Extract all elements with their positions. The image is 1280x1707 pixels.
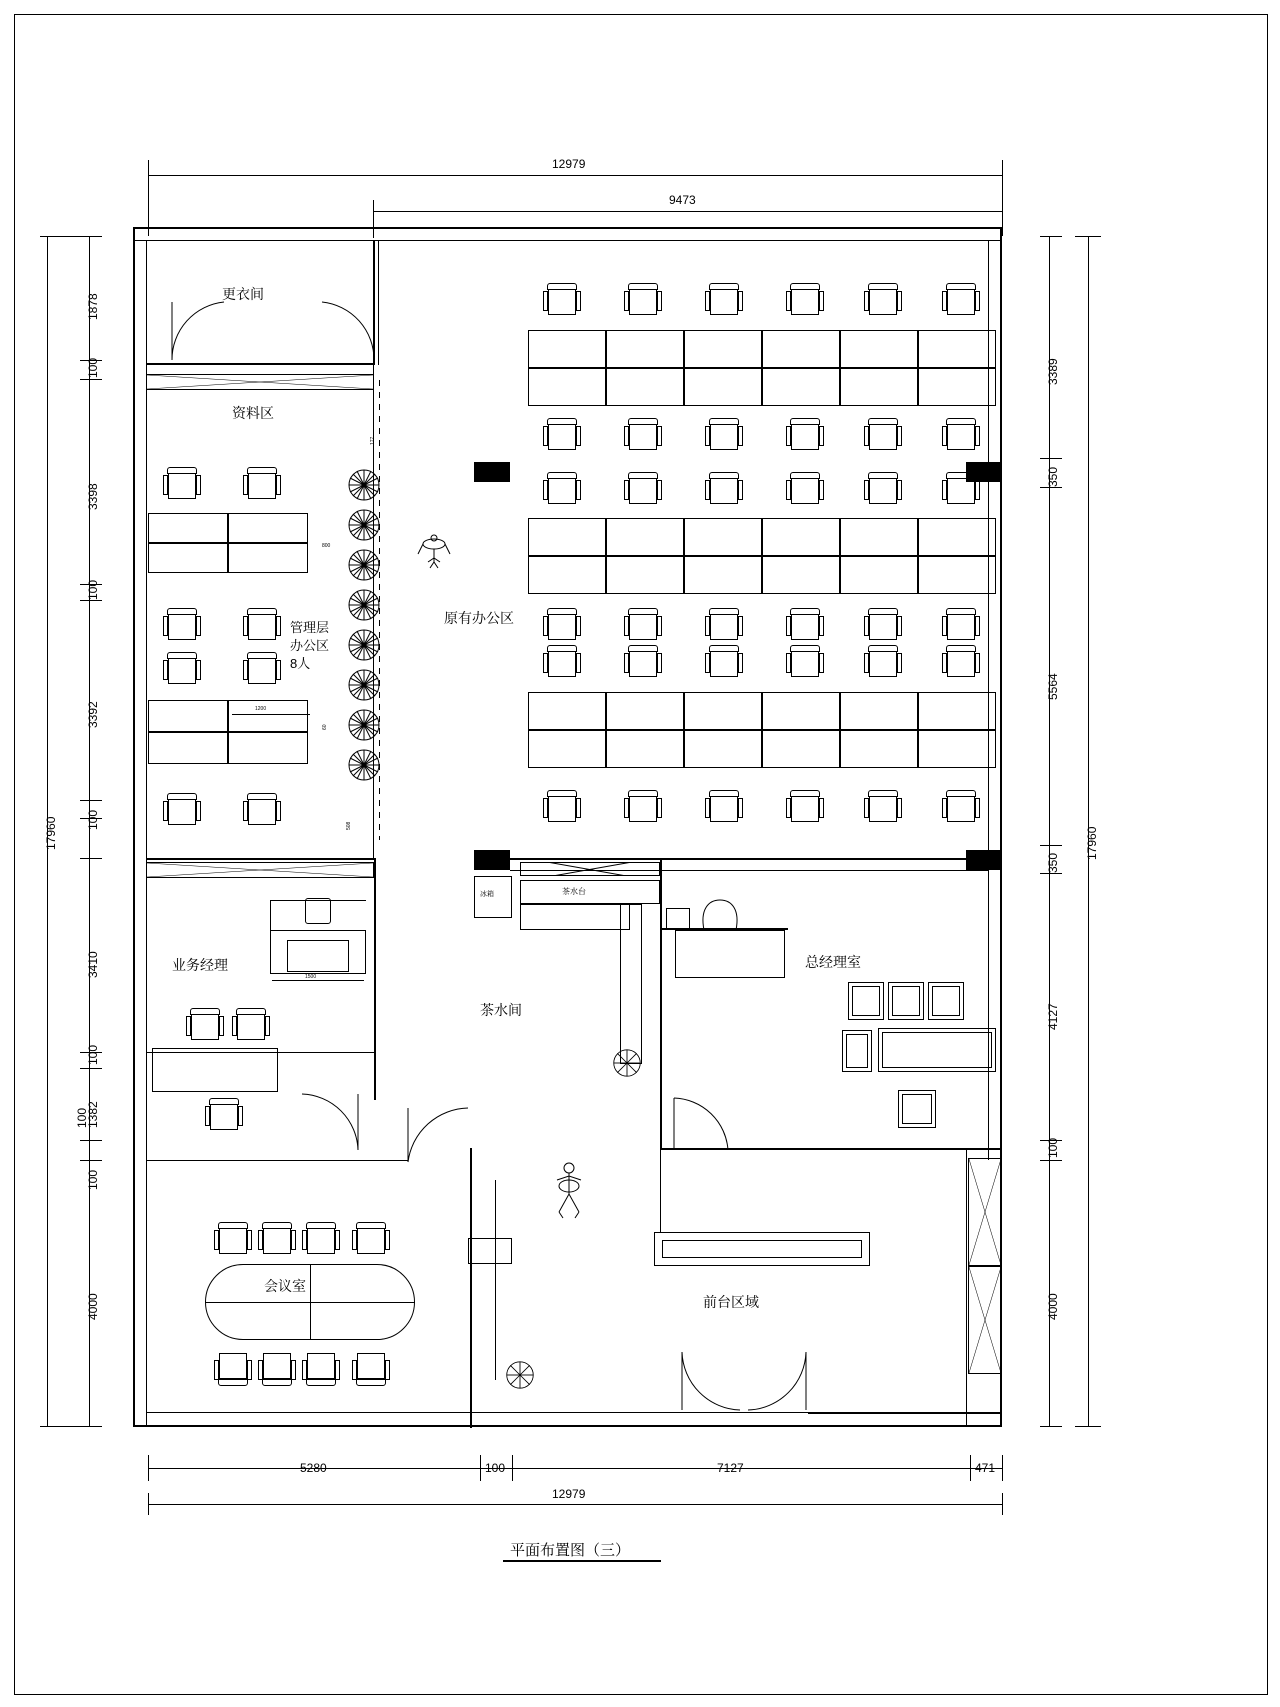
dim-right-3389: 3389	[1046, 358, 1060, 385]
dim-bot-471: 471	[975, 1461, 996, 1475]
bt2	[480, 1455, 481, 1481]
t11	[80, 1140, 102, 1141]
door-entrance-left	[680, 1350, 742, 1412]
counter-hatch	[520, 862, 660, 876]
bt1	[148, 1455, 149, 1481]
t8	[80, 858, 102, 859]
chair-open-a1	[543, 283, 581, 317]
chair-open-d3	[705, 608, 743, 642]
desk-sales-side	[270, 900, 271, 930]
plant-icon-1	[347, 468, 377, 498]
dim-left-4000: 4000	[86, 1293, 100, 1320]
desk-open-f4	[762, 730, 840, 768]
chair-sales-1	[186, 1008, 224, 1042]
label-management-area: 管理层	[290, 620, 330, 635]
rt8	[1040, 1426, 1062, 1427]
dim-small-177: 177	[370, 436, 376, 445]
rt-o1	[1075, 236, 1101, 237]
desk-open-f3	[684, 730, 762, 768]
wall-sales-right	[374, 860, 376, 1100]
label-fridge: 冰箱	[480, 891, 494, 898]
chair-mgmt-3	[163, 608, 201, 642]
dim-left-100a: 100	[86, 357, 100, 378]
dim-right-350a: 350	[1046, 466, 1060, 487]
desk-open-c5	[840, 518, 918, 556]
shaft-lower	[968, 1266, 1002, 1374]
armchair-gm-2	[888, 982, 924, 1020]
desk-open-d6	[918, 556, 996, 594]
chair-open-c4	[786, 472, 824, 506]
desk-mgmt-1d	[228, 543, 308, 573]
chair-open-c2	[624, 472, 662, 506]
chair-open-b4	[786, 418, 824, 452]
chair-open-f5	[864, 790, 902, 824]
dim-line-top-12979	[148, 175, 1002, 176]
chair-open-e1	[543, 645, 581, 679]
plant-icon-8	[347, 748, 377, 778]
shaft-upper	[968, 1158, 1002, 1266]
wall-bottom-outer	[133, 1425, 1002, 1427]
desk-open-f2	[606, 730, 684, 768]
chair-meeting-b2	[258, 1352, 296, 1386]
chair-mgmt-2	[243, 467, 281, 501]
chair-open-a6	[942, 283, 980, 317]
bt7	[1002, 1493, 1003, 1515]
chair-open-b1	[543, 418, 581, 452]
dim-left-100c: 100	[86, 809, 100, 830]
chair-meeting-t2	[258, 1222, 296, 1256]
chair-open-f3	[705, 790, 743, 824]
desk-mgmt-1a	[148, 513, 228, 543]
dim-right-4000: 4000	[1046, 1293, 1060, 1320]
chair-mgmt-8	[243, 793, 281, 827]
plant-icon-6	[347, 668, 377, 698]
label-existing-office: 原有办公区	[444, 610, 514, 626]
column-mark-4	[966, 850, 1002, 870]
door-meeting-room	[406, 1106, 470, 1164]
tea-counter-lower	[520, 904, 630, 930]
dim-left-100f: 100	[86, 1169, 100, 1190]
decor-figure-2	[545, 1160, 593, 1222]
dim-right-17960: 17960	[1085, 826, 1099, 860]
chair-open-b2	[624, 418, 662, 452]
desk-open-c4	[762, 518, 840, 556]
desk-reception-inner	[662, 1240, 862, 1258]
dim-bot-100: 100	[485, 1461, 506, 1475]
wall-tea-right	[660, 860, 662, 1150]
desk-mgmt-2c	[148, 732, 228, 764]
wall-mid-left	[146, 858, 376, 860]
door-sales-office	[300, 1090, 360, 1152]
t12	[80, 1160, 102, 1161]
chair-mgmt-5	[163, 652, 201, 686]
decor-figure-1	[410, 528, 458, 576]
chair-open-e5	[864, 645, 902, 679]
desk-open-b4	[762, 368, 840, 406]
label-sales-manager: 业务经理	[172, 957, 228, 973]
desk-gm-pedestal	[666, 908, 690, 930]
chair-meeting-t3	[302, 1222, 340, 1256]
dim-small-1500: 1500	[305, 974, 317, 980]
desk-open-d4	[762, 556, 840, 594]
cabinet-sales-row	[146, 862, 374, 878]
desk-mgmt-2b	[228, 700, 308, 732]
desk-open-e3	[684, 692, 762, 730]
dim-small-1200: 1200	[255, 706, 267, 712]
dim-left-100e: 100	[75, 1107, 89, 1128]
desk-sales-meeting	[152, 1048, 278, 1092]
sofa-gm-long	[878, 1028, 996, 1072]
door-changing-left	[170, 300, 226, 362]
column-mark-3	[474, 850, 510, 870]
bt5	[1002, 1455, 1003, 1481]
chair-mgmt-6	[243, 652, 281, 686]
plant-icon-4	[347, 588, 377, 618]
chair-open-a3	[705, 283, 743, 317]
wall-changing-bottom	[146, 363, 374, 365]
chair-open-b6	[942, 418, 980, 452]
dim-left-100b: 100	[86, 579, 100, 600]
door-entrance-right	[746, 1350, 808, 1412]
dim-line-top-9473	[373, 211, 1002, 212]
label-management-area-3: 8人	[290, 656, 311, 671]
dim-bot-12979: 12979	[552, 1487, 586, 1501]
label-tea-room: 茶水间	[480, 1002, 522, 1018]
desk-open-a4	[762, 330, 840, 368]
desk-open-d2	[606, 556, 684, 594]
rt3	[1040, 487, 1062, 488]
chair-meeting-b4	[352, 1352, 390, 1386]
chair-open-f2	[624, 790, 662, 824]
meeting-divider-line	[495, 1180, 496, 1380]
rt1	[1040, 236, 1062, 237]
armchair-gm-3	[928, 982, 964, 1020]
meeting-partition-block	[468, 1238, 512, 1264]
chair-meeting-b1	[214, 1352, 252, 1386]
chair-open-c6	[942, 472, 980, 506]
wall-bottom-right-stub	[808, 1412, 846, 1414]
label-archive-area: 资料区	[232, 405, 274, 421]
desk-open-c2	[606, 518, 684, 556]
chair-open-d1	[543, 608, 581, 642]
dim-left-100d: 100	[86, 1044, 100, 1065]
equipment-printer	[305, 898, 331, 924]
desk-open-e6	[918, 692, 996, 730]
dim-line-bot-chain	[148, 1468, 1002, 1469]
dim-bot-7127: 7127	[717, 1461, 744, 1475]
chair-open-e3	[705, 645, 743, 679]
dim-bot-5280: 5280	[300, 1461, 327, 1475]
desk-open-a1	[528, 330, 606, 368]
column-mark-1	[474, 462, 510, 482]
dim-left-3398: 3398	[86, 483, 100, 510]
chair-open-c5	[864, 472, 902, 506]
dim-right-5564: 5564	[1046, 673, 1060, 700]
desk-open-a5	[840, 330, 918, 368]
chair-open-c3	[705, 472, 743, 506]
chair-gm-exec	[700, 898, 740, 932]
rt7	[1040, 1160, 1062, 1161]
table-meeting-line-v	[310, 1264, 311, 1340]
chair-open-b3	[705, 418, 743, 452]
dim-left-1878: 1878	[86, 293, 100, 320]
chair-meeting-b3	[302, 1352, 340, 1386]
desk-open-f5	[840, 730, 918, 768]
dim-line-left-chain	[89, 236, 90, 1426]
desk-mgmt-2a	[148, 700, 228, 732]
desk-open-a3	[684, 330, 762, 368]
desk-open-f6	[918, 730, 996, 768]
chair-sales-3	[205, 1098, 243, 1132]
rt2	[1040, 458, 1062, 459]
bt6	[148, 1493, 149, 1515]
wall-mid-right	[510, 858, 966, 860]
plant-icon-5	[347, 628, 377, 658]
plant-icon-3	[347, 548, 377, 578]
label-changing-room: 更衣间	[222, 286, 264, 302]
t3	[80, 379, 102, 380]
dim-ext-left-9473	[373, 200, 374, 238]
dim-line-bot-12979	[148, 1504, 1002, 1505]
t10	[80, 1068, 102, 1069]
dim-left-3410: 3410	[86, 951, 100, 978]
chair-mgmt-4	[243, 608, 281, 642]
chair-open-a4	[786, 283, 824, 317]
armchair-gm-4	[842, 1030, 872, 1072]
label-tea-counter: 茶水台	[562, 887, 586, 896]
tea-counter-box	[520, 880, 660, 904]
armchair-gm-1	[848, 982, 884, 1020]
wall-reception-left	[660, 1150, 661, 1232]
wall-top-inner	[133, 240, 1002, 241]
chair-open-f6	[942, 790, 980, 824]
tea-cabinet-tall	[620, 904, 642, 1064]
label-meeting-room: 会议室	[264, 1278, 306, 1294]
rt5	[1040, 873, 1062, 874]
chair-open-d5	[864, 608, 902, 642]
desk-gm-main	[675, 930, 785, 978]
door-gm-office	[672, 1096, 730, 1152]
dim-right-4127: 4127	[1046, 1003, 1060, 1030]
armchair-gm-5	[898, 1090, 936, 1128]
chair-open-f4	[786, 790, 824, 824]
desk-open-c1	[528, 518, 606, 556]
desk-open-c3	[684, 518, 762, 556]
wall-meeting-top	[146, 1160, 408, 1161]
dim-left-17960: 17960	[44, 816, 58, 850]
desk-open-b1	[528, 368, 606, 406]
chair-open-c1	[543, 472, 581, 506]
plant-icon-2	[347, 508, 377, 538]
wall-shaft-left	[966, 1150, 967, 1426]
desk-mgmt-1c	[148, 543, 228, 573]
dim-right-100: 100	[1046, 1137, 1060, 1158]
chair-open-e2	[624, 645, 662, 679]
chair-open-a2	[624, 283, 662, 317]
plant-icon-10	[505, 1360, 535, 1390]
desk-mgmt-2d	[228, 732, 308, 764]
t5	[80, 600, 102, 601]
plant-icon-7	[347, 708, 377, 738]
dim-top-9473: 9473	[669, 193, 696, 207]
drawing-title: 平面布置图（三）	[510, 1542, 631, 1559]
entrance-threshold	[680, 1412, 808, 1413]
desk-open-e5	[840, 692, 918, 730]
t13	[80, 1426, 102, 1427]
desk-open-e4	[762, 692, 840, 730]
cabinet-archive-row	[146, 374, 374, 390]
dim-line-right-chain	[1049, 236, 1050, 1426]
chair-sales-2	[232, 1008, 270, 1042]
dimline-1200	[232, 714, 310, 715]
chair-open-a5	[864, 283, 902, 317]
bt4	[970, 1455, 971, 1481]
label-management-area-2: 办公区	[290, 638, 330, 653]
desk-mgmt-1b	[228, 513, 308, 543]
desk-open-b5	[840, 368, 918, 406]
dim-left-1382: 1382	[86, 1101, 100, 1128]
dim-top-12979: 12979	[552, 157, 586, 171]
sheet-border	[14, 14, 1268, 1695]
wall-meeting-right	[470, 1148, 472, 1428]
desk-open-d1	[528, 556, 606, 594]
rt4	[1040, 845, 1062, 846]
chair-mgmt-1	[163, 467, 201, 501]
desk-open-a2	[606, 330, 684, 368]
wall-left-inner	[146, 240, 147, 1427]
chair-open-f1	[543, 790, 581, 824]
dim-right-350b: 350	[1046, 852, 1060, 873]
desk-open-a6	[918, 330, 996, 368]
wall-left-outer	[133, 227, 135, 1427]
dimline-1500	[272, 980, 364, 981]
bt3	[512, 1455, 513, 1481]
chair-open-b5	[864, 418, 902, 452]
desk-open-b2	[606, 368, 684, 406]
chair-open-e6	[942, 645, 980, 679]
plant-icon-9	[612, 1048, 642, 1078]
rt-o2	[1075, 1426, 1101, 1427]
chair-open-d2	[624, 608, 662, 642]
desk-open-b6	[918, 368, 996, 406]
wall-top-outer	[133, 227, 1002, 229]
chair-open-e4	[786, 645, 824, 679]
title-underline	[503, 1560, 661, 1562]
dim-left-3392: 3392	[86, 701, 100, 728]
chair-open-d4	[786, 608, 824, 642]
label-gm-office: 总经理室	[805, 954, 861, 970]
t1	[80, 236, 102, 237]
desk-open-f1	[528, 730, 606, 768]
chair-meeting-t4	[352, 1222, 390, 1256]
chair-mgmt-7	[163, 793, 201, 827]
desk-open-b3	[684, 368, 762, 406]
dim-ext-left-12979	[148, 160, 149, 236]
desk-open-d3	[684, 556, 762, 594]
dim-ext-right-12979	[1002, 160, 1003, 236]
dim-small-508: 508	[346, 821, 352, 830]
desk-open-c6	[918, 518, 996, 556]
dim-small-800: 800	[322, 543, 331, 549]
desk-open-e2	[606, 692, 684, 730]
chair-meeting-t1	[214, 1222, 252, 1256]
partition-v-top2	[378, 240, 379, 365]
dim-small-60: 60	[322, 724, 328, 730]
desk-sales-inner	[287, 940, 349, 972]
desk-open-d5	[840, 556, 918, 594]
label-reception-area: 前台区域	[703, 1294, 759, 1310]
t6	[80, 800, 102, 801]
door-changing-right	[320, 300, 376, 362]
desk-open-e1	[528, 692, 606, 730]
chair-open-d6	[942, 608, 980, 642]
wall-bottom-right	[846, 1412, 1002, 1414]
